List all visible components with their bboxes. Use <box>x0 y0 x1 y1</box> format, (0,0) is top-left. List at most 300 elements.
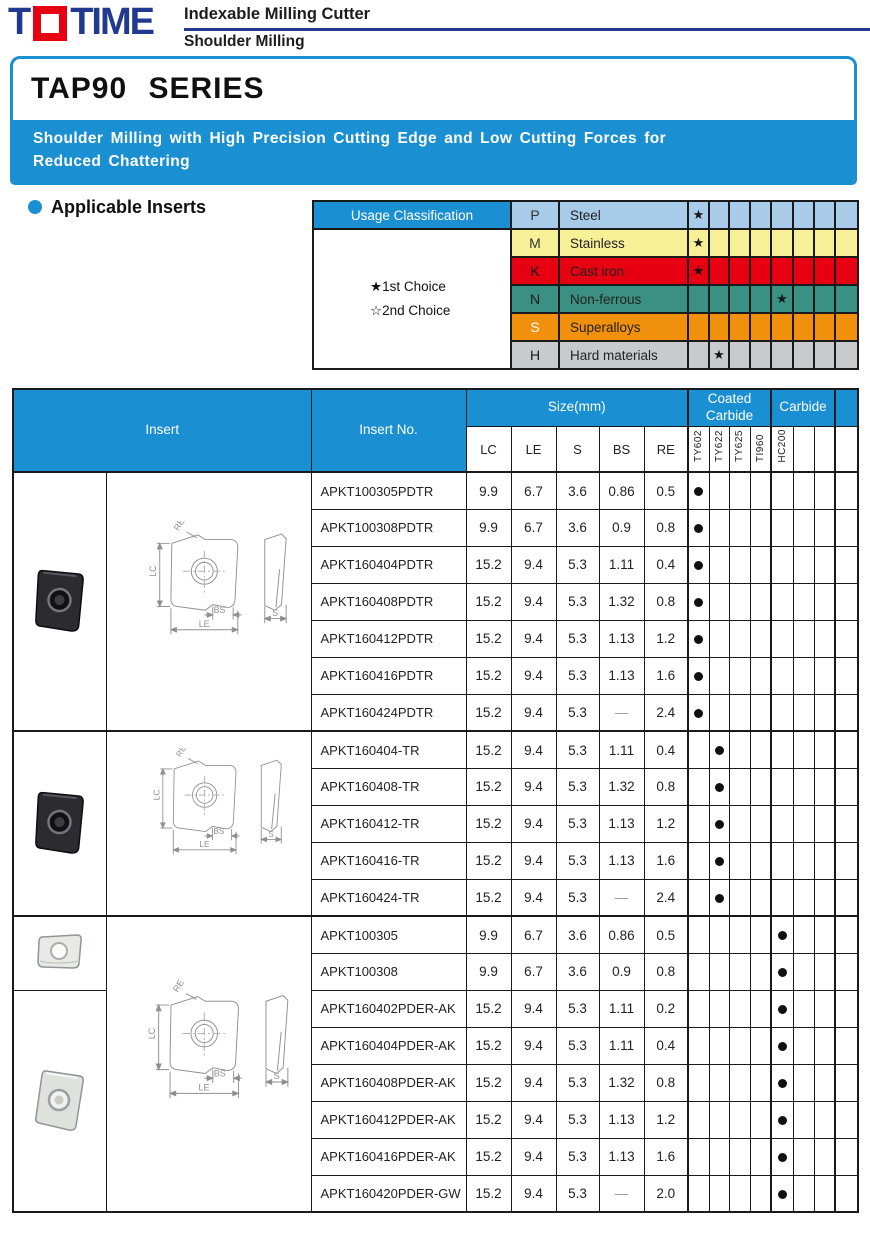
size-value-bs: 0.86 <box>599 916 644 953</box>
availability-dot-icon <box>778 968 787 977</box>
size-value-s: 5.3 <box>556 805 599 842</box>
insert-dimension-drawing <box>114 979 304 1147</box>
grade-empty-cell <box>835 583 858 620</box>
usage-code-N: N <box>511 285 559 313</box>
usage-grade-cell <box>835 313 858 341</box>
usage-grade-cell <box>771 313 793 341</box>
size-value-lc: 15.2 <box>466 879 511 916</box>
grade-empty-cell <box>688 953 709 990</box>
size-value-s: 5.3 <box>556 694 599 731</box>
size-value-bs: 1.13 <box>599 842 644 879</box>
usage-grade-cell <box>688 285 709 313</box>
usage-row-M <box>313 229 858 257</box>
insert-no-cell: APKT160424PDTR <box>311 694 466 731</box>
insert-dimension-drawing <box>114 748 304 896</box>
grade-empty-cell <box>835 768 858 805</box>
usage-material-S: Superalloys <box>559 313 688 341</box>
grade-col-blank-7 <box>835 426 858 472</box>
usage-grade-cell <box>729 285 750 313</box>
grade-empty-cell <box>793 472 814 509</box>
size-value-re: 1.6 <box>644 842 688 879</box>
insert-photo-light <box>33 1066 87 1134</box>
grade-empty-cell <box>688 990 709 1027</box>
grade-empty-cell <box>771 731 793 768</box>
grade-empty-cell <box>835 1175 858 1212</box>
size-value-s: 5.3 <box>556 583 599 620</box>
grade-empty-cell <box>835 657 858 694</box>
availability-dot-icon <box>778 931 787 940</box>
grade-empty-cell <box>729 731 750 768</box>
grade-empty-cell <box>750 879 771 916</box>
grade-empty-cell <box>709 583 729 620</box>
size-value-lc: 15.2 <box>466 546 511 583</box>
size-value-bs: 1.32 <box>599 768 644 805</box>
grade-empty-cell <box>835 805 858 842</box>
grade-empty-cell <box>750 842 771 879</box>
brand-logo <box>8 1 153 43</box>
size-value-lc: 15.2 <box>466 1064 511 1101</box>
grade-empty-cell <box>835 879 858 916</box>
size-value-re: 2.4 <box>644 879 688 916</box>
size-value-re: 1.2 <box>644 1101 688 1138</box>
size-value-s: 5.3 <box>556 731 599 768</box>
grade-empty-cell <box>814 546 835 583</box>
grade-availability-cell <box>709 731 729 768</box>
usage-table-body <box>313 201 858 369</box>
usage-code-K: K <box>511 257 559 285</box>
grade-col-HC200: HC200 <box>771 426 793 472</box>
usage-grade-cell <box>814 341 835 369</box>
availability-dot-icon <box>778 1079 787 1088</box>
grade-col-TY622: TY622 <box>709 426 729 472</box>
grade-empty-cell <box>835 509 858 546</box>
grade-empty-cell <box>688 916 709 953</box>
grade-empty-cell <box>709 1101 729 1138</box>
size-value-le: 9.4 <box>511 620 556 657</box>
size-value-lc: 9.9 <box>466 916 511 953</box>
grade-empty-cell <box>729 620 750 657</box>
grade-col-blank-6 <box>814 426 835 472</box>
svg-text:LC: LC <box>146 1027 157 1039</box>
grade-empty-cell <box>814 657 835 694</box>
grade-empty-cell <box>793 1138 814 1175</box>
svg-text:BS: BS <box>213 605 225 616</box>
logo-letter-t: T <box>8 0 30 43</box>
grade-empty-cell <box>814 805 835 842</box>
grade-availability-cell <box>771 1064 793 1101</box>
availability-dot-icon <box>694 561 703 570</box>
inserts-table-body <box>13 472 858 1212</box>
first-choice-star: ★ <box>688 201 709 229</box>
grade-empty-cell <box>750 657 771 694</box>
grade-availability-cell <box>771 990 793 1027</box>
size-value-le: 9.4 <box>511 1027 556 1064</box>
grade-empty-cell <box>814 842 835 879</box>
header-tagline-primary: Indexable Milling Cutter <box>184 5 870 31</box>
grade-empty-cell <box>814 1175 835 1212</box>
usage-grade-cell <box>793 285 814 313</box>
svg-text:RE: RE <box>171 521 187 533</box>
usage-grade-cell <box>771 229 793 257</box>
size-value-le: 9.4 <box>511 1175 556 1212</box>
size-value-lc: 15.2 <box>466 1101 511 1138</box>
grade-empty-cell <box>729 509 750 546</box>
grade-empty-cell <box>729 583 750 620</box>
grade-empty-cell <box>771 879 793 916</box>
usage-grade-cell <box>729 341 750 369</box>
size-value-le: 9.4 <box>511 1138 556 1175</box>
grade-empty-cell <box>835 1101 858 1138</box>
grade-empty-cell <box>688 1101 709 1138</box>
size-value-bs: 1.32 <box>599 1064 644 1101</box>
size-value-bs: 1.13 <box>599 805 644 842</box>
grade-empty-cell <box>793 953 814 990</box>
size-value-re: 1.2 <box>644 620 688 657</box>
insert-no-cell: APKT160416PDTR <box>311 657 466 694</box>
col-header-insert-no: Insert No. <box>311 389 466 472</box>
usage-grade-cell <box>729 201 750 229</box>
size-value-lc: 15.2 <box>466 1138 511 1175</box>
size-value-le: 6.7 <box>511 509 556 546</box>
insert-no-cell: APKT160416-TR <box>311 842 466 879</box>
grade-availability-cell <box>709 879 729 916</box>
grade-empty-cell <box>814 990 835 1027</box>
size-value-le: 9.4 <box>511 842 556 879</box>
size-value-s: 5.3 <box>556 1101 599 1138</box>
grade-availability-cell <box>709 768 729 805</box>
grade-empty-cell <box>729 805 750 842</box>
svg-text:S: S <box>267 830 274 840</box>
grade-empty-cell <box>750 546 771 583</box>
grade-empty-cell <box>729 1027 750 1064</box>
usage-grade-cell <box>709 257 729 285</box>
usage-grade-cell <box>750 285 771 313</box>
availability-dot-icon <box>715 820 724 829</box>
svg-text:LE: LE <box>198 1082 210 1093</box>
usage-grade-cell <box>793 229 814 257</box>
size-value-le: 9.4 <box>511 990 556 1027</box>
usage-grade-cell <box>750 341 771 369</box>
usage-grade-cell <box>814 257 835 285</box>
grade-empty-cell <box>835 990 858 1027</box>
grade-empty-cell <box>814 472 835 509</box>
size-value-s: 3.6 <box>556 509 599 546</box>
header-tagline-secondary: Shoulder Milling <box>184 33 305 50</box>
size-value-le: 9.4 <box>511 694 556 731</box>
usage-grade-cell <box>793 341 814 369</box>
size-value-lc: 15.2 <box>466 768 511 805</box>
size-value-bs: 1.13 <box>599 620 644 657</box>
grade-availability-cell <box>688 620 709 657</box>
grade-empty-cell <box>771 620 793 657</box>
series-banner-line2: Reduced Chattering <box>33 152 190 170</box>
grade-empty-cell <box>835 694 858 731</box>
size-value-s: 5.3 <box>556 620 599 657</box>
grade-empty-cell <box>729 694 750 731</box>
insert-no-cell: APKT160404PDTR <box>311 546 466 583</box>
size-value-le: 9.4 <box>511 546 556 583</box>
size-value-s: 5.3 <box>556 546 599 583</box>
size-value-s: 5.3 <box>556 1027 599 1064</box>
grade-empty-cell <box>729 657 750 694</box>
usage-material-K: Cast iron <box>559 257 688 285</box>
size-value-bs: 1.13 <box>599 1138 644 1175</box>
size-value-bs: 1.11 <box>599 1027 644 1064</box>
svg-text:BS: BS <box>212 827 224 837</box>
usage-grade-cell <box>835 341 858 369</box>
usage-grade-cell <box>750 257 771 285</box>
size-value-s: 3.6 <box>556 472 599 509</box>
usage-grade-cell <box>814 229 835 257</box>
size-col-BS: BS <box>599 426 644 472</box>
usage-grade-cell <box>709 229 729 257</box>
grade-empty-cell <box>771 657 793 694</box>
insert-photo-dark <box>31 784 89 860</box>
grade-empty-cell <box>688 842 709 879</box>
size-value-lc: 15.2 <box>466 1175 511 1212</box>
usage-grade-cell <box>729 229 750 257</box>
size-value-re: 0.2 <box>644 990 688 1027</box>
usage-grade-cell <box>729 257 750 285</box>
size-value-re: 1.6 <box>644 657 688 694</box>
size-value-lc: 9.9 <box>466 509 511 546</box>
legend-first-choice: ★1st Choice <box>370 279 446 295</box>
usage-code-H: H <box>511 341 559 369</box>
usage-classification-header: Usage Classification <box>313 201 511 229</box>
grade-empty-cell <box>688 731 709 768</box>
size-value-re: 0.8 <box>644 509 688 546</box>
grade-empty-cell <box>814 1064 835 1101</box>
grade-empty-cell <box>793 1027 814 1064</box>
grade-empty-cell <box>835 1027 858 1064</box>
grade-empty-cell <box>750 1064 771 1101</box>
insert-no-cell: APKT160408PDER-AK <box>311 1064 466 1101</box>
grade-empty-cell <box>835 620 858 657</box>
first-choice-star: ★ <box>709 341 729 369</box>
usage-material-H: Hard materials <box>559 341 688 369</box>
insert-no-cell: APKT100308 <box>311 953 466 990</box>
svg-text:LC: LC <box>151 789 161 801</box>
grade-empty-cell <box>814 1101 835 1138</box>
grade-empty-cell <box>709 1027 729 1064</box>
grade-availability-cell <box>709 842 729 879</box>
availability-dot-icon <box>694 524 703 533</box>
insert-no-cell: APKT160408PDTR <box>311 583 466 620</box>
first-choice-star: ★ <box>688 257 709 285</box>
grade-col-TY625: TY625 <box>729 426 750 472</box>
size-value-s: 5.3 <box>556 1175 599 1212</box>
grade-empty-cell <box>750 583 771 620</box>
grade-empty-cell <box>688 805 709 842</box>
svg-text:LE: LE <box>198 619 210 630</box>
grade-empty-cell <box>771 768 793 805</box>
grade-empty-cell <box>709 1064 729 1101</box>
usage-grade-cell <box>814 201 835 229</box>
insert-drawing-cell <box>106 472 311 731</box>
usage-grade-cell <box>688 341 709 369</box>
grade-empty-cell <box>709 472 729 509</box>
size-value-re: 0.8 <box>644 583 688 620</box>
logo-letter-o-red-square <box>33 6 67 41</box>
grade-empty-cell <box>835 1138 858 1175</box>
insert-photo-dark <box>31 562 89 638</box>
size-value-re: 0.8 <box>644 953 688 990</box>
series-title: TAP90 SERIES <box>31 72 265 106</box>
grade-empty-cell <box>729 768 750 805</box>
insert-drawing-cell <box>106 731 311 916</box>
usage-grade-cell <box>709 285 729 313</box>
grade-col-TY602: TY602 <box>688 426 709 472</box>
grade-empty-cell <box>835 916 858 953</box>
usage-grade-cell <box>793 257 814 285</box>
inserts-table-head <box>13 389 858 472</box>
grade-empty-cell <box>814 953 835 990</box>
grade-empty-cell <box>709 1138 729 1175</box>
size-col-LC: LC <box>466 426 511 472</box>
grade-availability-cell <box>771 953 793 990</box>
size-value-le: 9.4 <box>511 657 556 694</box>
insert-no-cell: APKT160408-TR <box>311 768 466 805</box>
grade-empty-cell <box>835 842 858 879</box>
usage-grade-cell <box>750 201 771 229</box>
size-value-le: 9.4 <box>511 768 556 805</box>
series-banner-line1: Shoulder Milling with High Precision Cutting Edge and Low Cutting Forces for <box>33 129 667 147</box>
usage-code-M: M <box>511 229 559 257</box>
grade-empty-cell <box>688 1027 709 1064</box>
grade-empty-cell <box>793 657 814 694</box>
applicable-inserts-heading <box>28 197 206 218</box>
applicable-inserts-label: Applicable Inserts <box>51 197 207 217</box>
size-value-re: 2.4 <box>644 694 688 731</box>
grade-empty-cell <box>729 1175 750 1212</box>
grade-empty-cell <box>793 546 814 583</box>
grade-empty-cell <box>793 509 814 546</box>
size-value-re: 0.5 <box>644 916 688 953</box>
grade-col-blank-5 <box>793 426 814 472</box>
grade-empty-cell <box>814 731 835 768</box>
svg-text:LC: LC <box>147 565 158 578</box>
grade-empty-cell <box>814 1138 835 1175</box>
insert-no-cell: APKT160424-TR <box>311 879 466 916</box>
col-header-coated-carbide: Coated Carbide <box>688 389 771 426</box>
size-value-le: 6.7 <box>511 953 556 990</box>
size-value-lc: 15.2 <box>466 805 511 842</box>
insert-photo-light-small <box>35 931 85 973</box>
usage-grade-cell <box>835 201 858 229</box>
size-value-s: 5.3 <box>556 842 599 879</box>
size-value-lc: 15.2 <box>466 731 511 768</box>
svg-text:RE: RE <box>170 978 186 994</box>
usage-grade-cell <box>709 201 729 229</box>
usage-material-M: Stainless <box>559 229 688 257</box>
grade-empty-cell <box>793 731 814 768</box>
grade-empty-cell <box>771 472 793 509</box>
grade-empty-cell <box>750 768 771 805</box>
grade-empty-cell <box>709 657 729 694</box>
size-value-bs: 0.9 <box>599 509 644 546</box>
grade-empty-cell <box>814 509 835 546</box>
insert-row <box>13 731 858 768</box>
grade-empty-cell <box>793 694 814 731</box>
grade-empty-cell <box>729 1101 750 1138</box>
first-choice-star: ★ <box>771 285 793 313</box>
grade-empty-cell <box>835 731 858 768</box>
col-header-size: Size(mm) <box>466 389 688 426</box>
availability-dot-icon <box>715 746 724 755</box>
availability-dot-icon <box>694 672 703 681</box>
grade-empty-cell <box>709 620 729 657</box>
size-value-le: 9.4 <box>511 1101 556 1138</box>
size-value-s: 5.3 <box>556 990 599 1027</box>
size-value-lc: 9.9 <box>466 472 511 509</box>
usage-grade-cell <box>729 313 750 341</box>
col-header-carbide: Carbide <box>771 389 835 426</box>
col-header-blank <box>835 389 858 426</box>
grade-empty-cell <box>793 768 814 805</box>
grade-empty-cell <box>750 805 771 842</box>
grade-availability-cell <box>688 694 709 731</box>
insert-no-cell: APKT160404PDER-AK <box>311 1027 466 1064</box>
insert-no-cell: APKT160416PDER-AK <box>311 1138 466 1175</box>
insert-photo-cell <box>13 472 106 731</box>
grade-empty-cell <box>709 509 729 546</box>
insert-photo-cell <box>13 731 106 916</box>
insert-photo-cell <box>13 916 106 990</box>
grade-availability-cell <box>688 583 709 620</box>
grade-empty-cell <box>750 916 771 953</box>
usage-grade-cell <box>793 313 814 341</box>
grade-availability-cell <box>771 1027 793 1064</box>
grade-empty-cell <box>729 916 750 953</box>
grade-empty-cell <box>750 990 771 1027</box>
size-value-s: 5.3 <box>556 1064 599 1101</box>
availability-dot-icon <box>715 894 724 903</box>
usage-grade-cell <box>814 285 835 313</box>
size-value-bs: 1.32 <box>599 583 644 620</box>
grade-empty-cell <box>750 953 771 990</box>
grade-empty-cell <box>814 879 835 916</box>
size-value-bs: 1.11 <box>599 546 644 583</box>
first-choice-star: ★ <box>688 229 709 257</box>
svg-text:S: S <box>271 608 278 619</box>
grade-empty-cell <box>793 842 814 879</box>
svg-text:BS: BS <box>213 1068 226 1079</box>
size-value-re: 1.6 <box>644 1138 688 1175</box>
size-value-lc: 15.2 <box>466 990 511 1027</box>
size-value-re: 0.4 <box>644 731 688 768</box>
size-value-bs: 0.9 <box>599 953 644 990</box>
grade-empty-cell <box>750 731 771 768</box>
usage-grade-cell <box>750 313 771 341</box>
size-value-bs: — <box>599 879 644 916</box>
grade-empty-cell <box>709 546 729 583</box>
usage-grade-cell <box>771 341 793 369</box>
size-value-le: 9.4 <box>511 1064 556 1101</box>
usage-grade-cell <box>709 313 729 341</box>
insert-no-cell: APKT100305PDTR <box>311 472 466 509</box>
size-value-s: 5.3 <box>556 879 599 916</box>
usage-material-P: Steel <box>559 201 688 229</box>
size-value-lc: 15.2 <box>466 694 511 731</box>
grade-empty-cell <box>771 546 793 583</box>
grade-availability-cell <box>709 805 729 842</box>
bullet-icon <box>28 200 42 214</box>
insert-no-cell: APKT160420PDER-GW <box>311 1175 466 1212</box>
grade-availability-cell <box>771 1138 793 1175</box>
size-value-le: 9.4 <box>511 583 556 620</box>
grade-empty-cell <box>771 694 793 731</box>
choice-legend <box>313 229 511 369</box>
